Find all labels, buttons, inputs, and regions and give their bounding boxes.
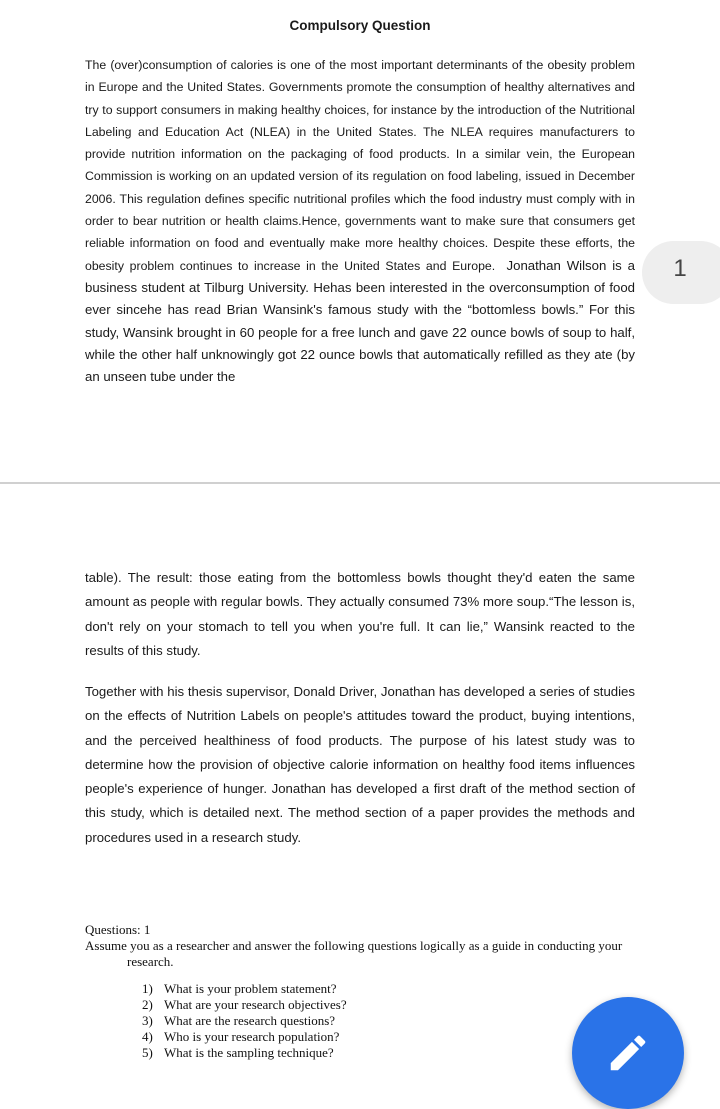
questions-list	[142, 981, 640, 1062]
question-text: What is your problem statement?	[164, 980, 337, 996]
question-number: 5)	[142, 1045, 153, 1061]
paragraph-intro-part2: Jonathan Wilson is a business student at Tilburg University. Hehas been interested in the overconsumption of food ever sincehe has read Brian Wansink's famous study with the “bottomless bowls.” For this study, Wansink brought in 60 people for a free lunch and gave 22 ounce bowls of soup to half, while the other half unknowingly got 22 ounce bowls that automatically refilled as they ate (by an unseen tube under the	[85, 257, 635, 385]
questions-intro: Assume you as a researcher and answer the following questions logically as a guide in conducting your research.	[85, 938, 623, 970]
question-item	[142, 981, 640, 997]
question-number: 3)	[142, 1013, 153, 1029]
document-title: Compulsory Question	[289, 18, 431, 33]
page-number: 1	[673, 255, 687, 282]
edit-fab-button[interactable]	[572, 997, 684, 1109]
question-item	[142, 1045, 640, 1061]
pencil-icon	[605, 1030, 651, 1076]
question-text: Who is your research population?	[164, 1029, 340, 1045]
paragraph-result: table). The result: those eating from the bottomless bowls thought they'd eaten the same amount as people with regular bowls. They actually consumed 73% more soup.“The lesson is, don't rely on your stomach to tell you when you're full. It can lie,” Wansink reacted to the results of this study.	[85, 570, 635, 658]
paragraph-intro	[85, 54, 635, 388]
question-text: What is the sampling technique?	[164, 1045, 334, 1061]
question-item	[142, 1013, 640, 1029]
question-text: What are the research questions?	[164, 1013, 336, 1029]
paragraph-intro-part1: The (over)consumption of calories is one of the most important determinants of the obesity problem in Europe and the United States. Governments promote the consumption of healthy alternatives and try to support consumers in making healthy choices, for instance by the introduction of the Nutritional Labeling and Education Act (NLEA) in the United States. The NLEA requires manufacturers to provide nutrition information on the packaging of food products. In a similar vein, the European Commission is working on an updated version of its regulation on food labeling, issued in December 2006. This regulation defines specific nutritional profiles which the food industry must comply with in order to bear nutrition or health claims.Hence, governments want to make sure that consumers get reliable information on food and eventually make more healthy choices. Despite these efforts, the obesity problem continues to increase in the United States and Europe.	[85, 58, 635, 273]
question-item	[142, 997, 640, 1013]
questions-heading: Questions: 1	[85, 922, 151, 937]
questions-section	[85, 922, 640, 1062]
question-number: 1)	[142, 980, 153, 996]
page-number-badge	[642, 241, 720, 304]
question-text: What are your research objectives?	[164, 996, 347, 1012]
question-number: 4)	[142, 1029, 153, 1045]
paragraph-study: Together with his thesis supervisor, Donald Driver, Jonathan has developed a series of studies on the effects of Nutrition Labels on people's attitudes toward the product, buying intentions, and the perceived healthiness of food products. The purpose of his latest study was to determine how the provision of objective calorie information on healthy food items influences people's experience of hunger. Jonathan has developed a first draft of the method section of this study, which is detailed next. The method section of a paper provides the methods and procedures used in a research study.	[85, 684, 635, 845]
page-divider	[0, 482, 720, 484]
question-number: 2)	[142, 996, 153, 1012]
question-item	[142, 1029, 640, 1045]
